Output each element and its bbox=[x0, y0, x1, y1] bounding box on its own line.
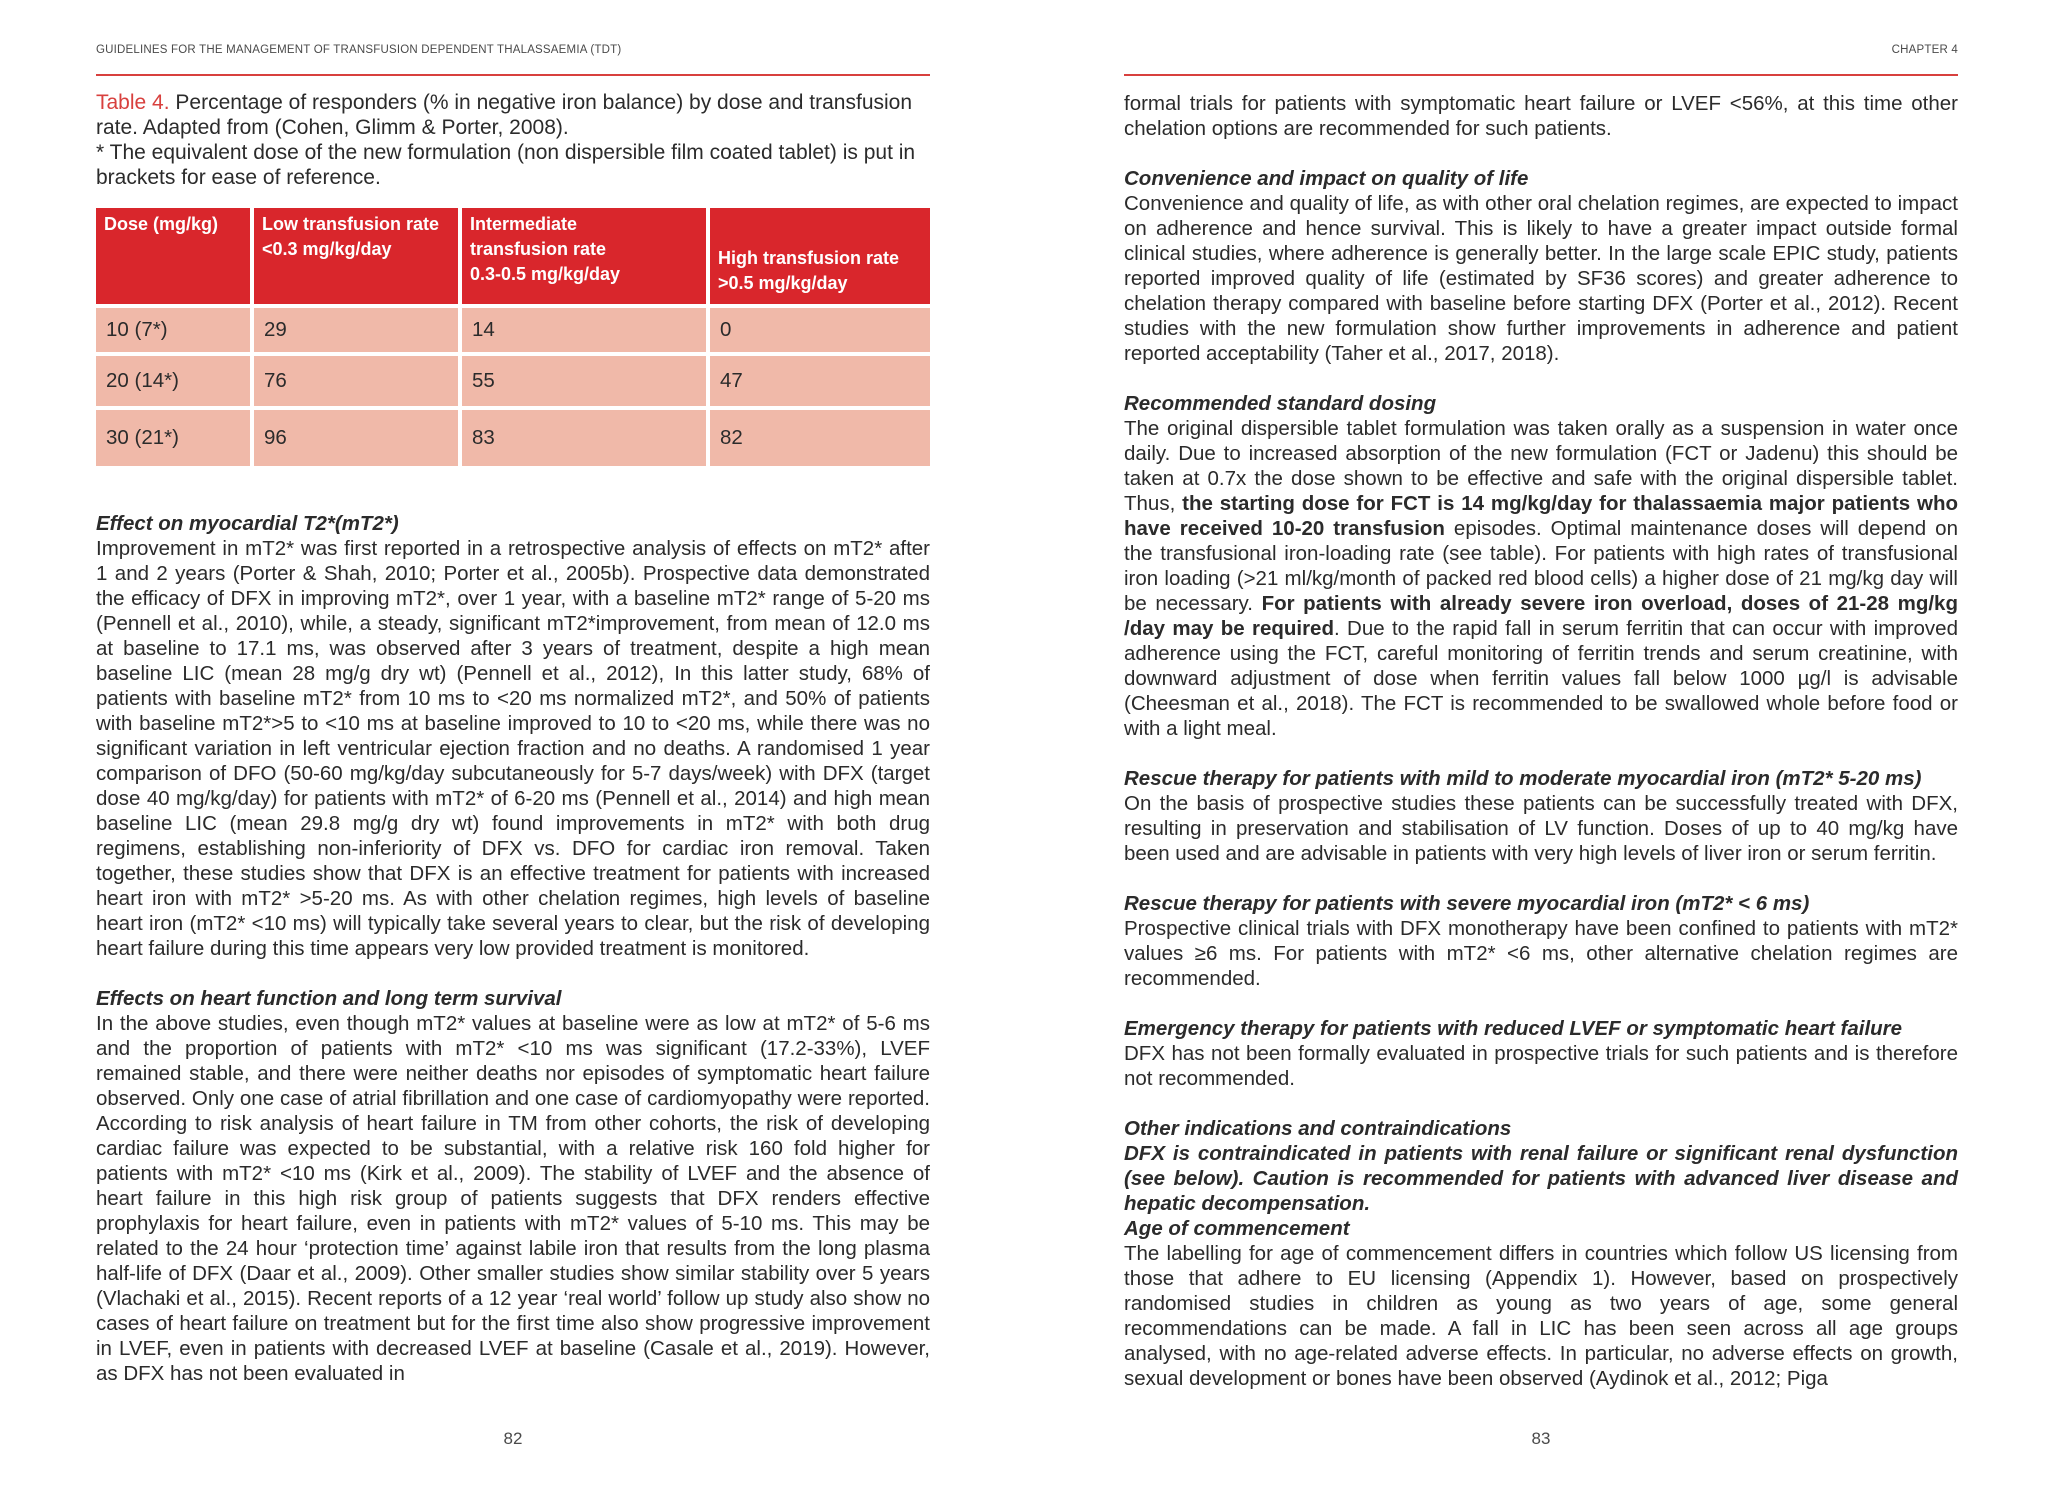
table-cell: 83 bbox=[462, 406, 706, 466]
table-cell: 96 bbox=[254, 406, 458, 466]
caption-note: * The equivalent dose of the new formulation (non dispersible film coated tablet) is put in brackets for ease of reference. bbox=[96, 141, 916, 189]
section-heading-rescue-mild: Rescue therapy for patients with mild to moderate myocardial iron (mT2* 5-20 ms) bbox=[1124, 767, 1922, 790]
page-number-left: 82 bbox=[503, 1429, 523, 1448]
table-cell: 30 (21*) bbox=[96, 406, 250, 466]
caption-text: Percentage of responders (% in negative iron balance) by dose and transfusion rate. Adapted from (Cohen, Glimm & Porter, 2008). bbox=[96, 91, 913, 139]
section-heading-age: Age of commencement bbox=[1124, 1217, 1350, 1240]
table-row bbox=[96, 304, 930, 352]
section-text-rescue-severe: Prospective clinical trials with DFX monotherapy have been confined to patients with mT2* values ≥6 ms. For patients with mT2* <6 ms, other alternative chelation regimes are recommended. bbox=[1124, 917, 1958, 990]
left-body-text bbox=[96, 511, 930, 1386]
section-text-emergency: DFX has not been formally evaluated in prospective trials for such patients and is therefore not recommended. bbox=[1124, 1042, 1958, 1090]
table-cell: 0 bbox=[710, 304, 930, 352]
right-body-text bbox=[1124, 91, 1958, 1391]
table-cell: 47 bbox=[710, 352, 930, 406]
table-cell: 55 bbox=[462, 352, 706, 406]
section-heading-other-indications: Other indications and contraindications bbox=[1124, 1117, 1512, 1140]
header-dose: Dose (mg/kg) bbox=[96, 208, 250, 304]
running-head-right: CHAPTER 4 bbox=[1891, 44, 1958, 56]
header-rule-right bbox=[1124, 74, 1958, 76]
table-cell: 10 (7*) bbox=[96, 304, 250, 352]
table-row bbox=[96, 352, 930, 406]
table-header-row bbox=[96, 208, 930, 304]
dosing-emphasis-1: the starting dose for FCT is 14 mg/kg/day for thalassaemia major patients who have received 10-20 transfusion bbox=[1124, 492, 1959, 540]
section-text-convenience: Convenience and quality of life, as with other oral chelation regimes, are expected to impact on adherence and hence survival. This is likely to have a greater impact outside formal clinical studies, where adherence is generally better. In the large scale EPIC study, patients reported improved quality of life (estimated by SF36 scores) and greater adherence to chelation therapy compared with baseline before starting DFX (Porter et al., 2012). Recent studies with the new formulation show further improvements in adherence and patient reported acceptability (Taher et al., 2017, 2018). bbox=[1124, 192, 1958, 365]
page-number-right: 83 bbox=[1531, 1429, 1551, 1448]
section-heading-dosing: Recommended standard dosing bbox=[1124, 392, 1437, 415]
table-label: Table 4. bbox=[96, 91, 170, 114]
section-text-dosing: The original dispersible tablet formulation was taken orally as a suspension in water once daily. Due to increased absorption of the new formulation (FCT or Jadenu) this should be taken at 0.7x the dose shown to be effective and safe with the original dispersible tablet. Thus, the starting dose for FCT is 14 mg/kg/day for thalassaemia major patients who have received 10-20 transfusion episodes. Optimal maintenance doses will depend on the transfusional iron-loading rate (see table). For patients with high rates of transfusional iron loading (>21 ml/kg/month of packed red blood cells) a higher dose of 21 mg/kg day will be necessary. For patients with already severe iron overload, doses of 21-28 mg/kg /day may be required. Due to the rapid fall in serum ferritin that can occur with improved adherence using the FCT, careful monitoring of ferritin trends and serum creatinine, with downward adjustment of dose when ferritin values fall below 1000 µg/l is advisable (Cheesman et al., 2018). The FCT is recommended to be swallowed whole before food or with a light meal. bbox=[1124, 417, 1959, 740]
dosing-emphasis-2: For patients with already severe iron overload, doses of 21-28 mg/kg /day may be required bbox=[1124, 592, 1958, 640]
section-text-heart-function: In the above studies, even though mT2* values at baseline were as low at mT2* of 5-6 ms and the proportion of patients with mT2* <10 ms was significant (17.2-33%), LVEF remained stable, and there were neither deaths nor episodes of symptomatic heart failure observed. Only one case of atrial fibrillation and one case of cardiomyopathy were reported. According to risk analysis of heart failure in TM from other cohorts, the risk of developing cardiac failure was expected to be substantial, with a relative risk 160 fold higher for patients with mT2* <10 ms (Kirk et al., 2009). The stability of LVEF and the absence of heart failure in this high risk group of patients suggests that DFX renders effective prophylaxis for heart failure, even in patients with mT2* values of 5-10 ms. This may be related to the 24 hour ‘protection time’ against labile iron that results from the long plasma half-life of DFX (Daar et al., 2009). Other smaller studies show similar stability over 5 years (Vlachaki et al., 2015). Recent reports of a 12 year ‘real world’ follow up study also show no cases of heart failure on treatment but for the first time also show progressive improvement in LVEF, even in patients with decreased LVEF at baseline (Casale et al., 2019). However, as DFX has not been evaluated in bbox=[96, 1012, 930, 1385]
section-heading-heart-function: Effects on heart function and long term survival bbox=[96, 987, 562, 1010]
left-page bbox=[96, 0, 930, 1504]
header-intermediate-rate: Intermediate transfusion rate 0.3-0.5 mg/kg/day bbox=[462, 208, 706, 304]
header-low-rate: Low transfusion rate <0.3 mg/kg/day bbox=[254, 208, 458, 304]
section-heading-convenience: Convenience and impact on quality of life bbox=[1124, 167, 1529, 190]
section-heading-rescue-severe: Rescue therapy for patients with severe myocardial iron (mT2* < 6 ms) bbox=[1124, 892, 1810, 915]
section-heading-emergency: Emergency therapy for patients with reduced LVEF or symptomatic heart failure bbox=[1124, 1017, 1903, 1040]
header-rule-left bbox=[96, 74, 930, 76]
header-high-rate: High transfusion rate >0.5 mg/kg/day bbox=[710, 208, 930, 304]
continuation-paragraph: formal trials for patients with symptomatic heart failure or LVEF <56%, at this time other chelation options are recommended for such patients. bbox=[1124, 92, 1958, 140]
table-cell: 29 bbox=[254, 304, 458, 352]
responders-table bbox=[92, 208, 934, 466]
table-cell: 20 (14*) bbox=[96, 352, 250, 406]
table-row bbox=[96, 406, 930, 466]
table-cell: 76 bbox=[254, 352, 458, 406]
right-page bbox=[1124, 0, 1958, 1504]
table-cell: 14 bbox=[462, 304, 706, 352]
table-cell: 82 bbox=[710, 406, 930, 466]
section-text-age: The labelling for age of commencement differs in countries which follow US licensing from those that adhere to EU licensing (Appendix 1). However, based on prospectively randomised studies in children as young as two years of age, some general recommendations can be made. A fall in LIC has been seen across all age groups analysed, with no age-related adverse effects. In particular, no adverse effects on growth, sexual development or bones have been observed (Aydinok et al., 2012; Piga bbox=[1124, 1242, 1958, 1390]
section-text-myocardial: Improvement in mT2* was first reported in a retrospective analysis of effects on mT2* after 1 and 2 years (Porter & Shah, 2010; Porter et al., 2005b). Prospective data demonstrated the efficacy of DFX in improving mT2*, over 1 year, with a baseline mT2* range of 5-20 ms (Pennell et al., 2010), while, a steady, significant mT2*improvement, from mean of 12.0 ms at baseline to 17.1 ms, was observed after 3 years of treatment, despite a high mean baseline LIC (mean 28 mg/g dry wt) (Pennell et al., 2012), In this latter study, 68% of patients with baseline mT2* from 10 ms to <20 ms normalized mT2*, and 50% of patients with baseline mT2*>5 to <10 ms at baseline improved to 10 to <20 ms, while there was no significant variation in left ventricular ejection fraction and no deaths. A randomised 1 year comparison of DFO (50-60 mg/kg/day subcutaneously for 5-7 days/week) with DFX (target dose 40 mg/kg/day) for patients with mT2* of 6-20 ms (Pennell et al., 2014) and high mean baseline LIC (mean 29.8 mg/g dry wt) found improvements in mT2* with both drug regimens, establishing non-inferiority of DFX vs. DFO for cardiac iron removal. Taken together, these studies show that DFX is an effective treatment for patients with increased heart iron with mT2* >5-20 ms. As with other chelation regimes, high levels of baseline heart iron (mT2* <10 ms) will typically take several years to clear, but the risk of developing heart failure during this time appears very low provided treatment is monitored. bbox=[96, 537, 930, 960]
table-caption bbox=[96, 90, 930, 190]
section-text-rescue-mild: On the basis of prospective studies these patients can be successfully treated with DFX, resulting in preservation and stabilisation of LV function. Doses of up to 40 mg/kg have been used and are advisable in patients with very high levels of liver iron or serum ferritin. bbox=[1124, 792, 1958, 865]
contraindication-statement: DFX is contraindicated in patients with renal failure or significant renal dysfunction (see below). Caution is recommended for patients with advanced liver disease and hepatic decompensation. bbox=[1124, 1142, 1958, 1215]
section-heading-myocardial: Effect on myocardial T2*(mT2*) bbox=[96, 512, 399, 535]
running-head-left: GUIDELINES FOR THE MANAGEMENT OF TRANSFUSION DEPENDENT THALASSAEMIA (TDT) bbox=[96, 44, 622, 56]
